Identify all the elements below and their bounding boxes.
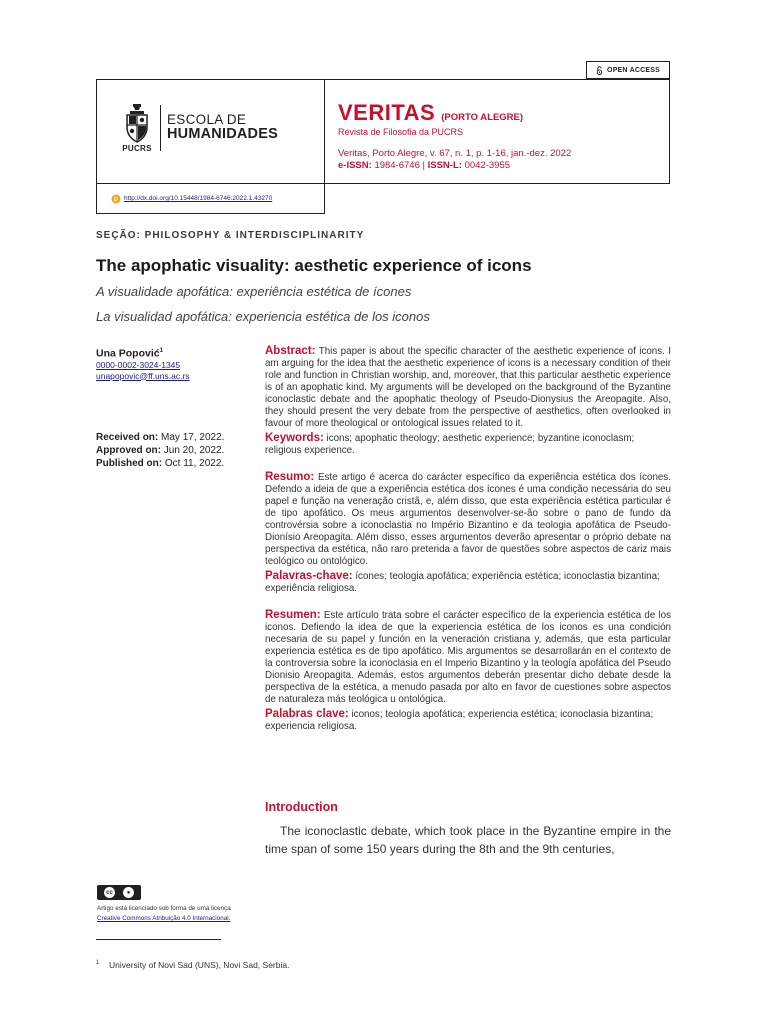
received-label: Received on: (96, 432, 159, 443)
eissn-value: 1984-6746 (374, 160, 420, 171)
journal-info (338, 100, 571, 171)
introduction-paragraph: The iconoclastic debate, which took place in the Byzantine empire in the time span of some 150 years during the 8th and the 9th centuries, (265, 824, 671, 856)
author-footnote-mark: 1 (159, 348, 163, 354)
eissn-label: e-ISSN: (338, 160, 372, 171)
palabras-clave-label: Palabras clave: (265, 708, 349, 720)
abstracts-column (265, 345, 671, 733)
keywords-es (265, 708, 671, 733)
keywords-text: icons; apophatic theology; aesthetic experience; byzantine iconoclasm; religious experience. (265, 433, 635, 456)
keywords-en (265, 432, 671, 457)
journal-citation: Veritas, Porto Alegre, v. 67, n. 1, p. 1-16, jan.-dez. 2022 (338, 148, 572, 159)
author-name (96, 345, 190, 360)
journal-title (338, 100, 571, 126)
doi-box (96, 184, 325, 214)
abstract-label: Abstract: (265, 345, 316, 357)
published-date (96, 457, 224, 470)
palavras-chave-text: ícones; teologia apofática; experiência estética; iconoclastia bizantina; experiência religiosa. (265, 571, 660, 594)
abstract-en (265, 345, 671, 430)
keywords-pt (265, 570, 671, 595)
abstract-text: This paper is about the specific character of the aesthetic experience of icons. I am arguing for the idea that the aesthetic experience of icons is a necessary condition of their role and function in Christian worship, and, moreover, that this particular aesthetic experience is of an apophatic kind. My arguments will be developed on the background of the Byzantine iconoclastic debate and the apophatic theology of Pseudo-Dionysius the Areopagite. Also, they should present the very debate from the perspective of aesthetics, often overlooked in favour of more theological or ontological issues related to it. (265, 346, 672, 429)
footnote-number: 1 (96, 960, 100, 966)
doi-link[interactable]: http://dx.doi.org/10.15448/1984-6746.2022.1.43270 (124, 195, 273, 202)
keywords-label: Keywords: (265, 432, 324, 444)
journal-subtitle: Revista de Filosofia da PUCRS (338, 127, 464, 137)
received-date (96, 431, 224, 444)
issnl-label: ISSN-L: (427, 160, 462, 171)
published-label: Published on: (96, 458, 163, 469)
school-line2: HUMANIDADES (167, 126, 278, 143)
title-spanish: La visualidad apofática: experiencia estética de los iconos (96, 309, 430, 324)
doi-icon (111, 194, 121, 204)
resumo-label: Resumo: (265, 471, 315, 483)
introduction-heading: Introduction (265, 800, 338, 814)
palabras-clave-text: iconos; teología apofática; experiencia estética; iconoclasia bizantina; experiencia religiosa. (265, 709, 654, 732)
received-value: May 17, 2022. (161, 432, 225, 443)
footnote-text: University of Novi Sad (UNS), Novi Sad, Serbia. (109, 960, 290, 970)
footnote-rule (96, 939, 221, 940)
author-name-text: Una Popović (96, 347, 160, 360)
resumo-text: Este artigo é acerca do carácter específico da experiência estética dos ícones. Defendo a ideia de que a experiência estética dos ícones é uma condição necessária do seu papel e função na veneração cristã, e, além disso, que esta experiência estética particular é de tipo apofático. Os meus argumentos desenvolver-se-ão sobre o pano de fundo da controvérsia sobre a iconoclastia no Império Bizantino e da teologia apofática de Pseudo-Dionísio Areopagita. Além disso, esses argumentos deverão apresentar o próprio debate na perspectiva da estética, não raro preterida a favor de questões sobre aspectos de cariz mais teológico ou ontológico. (265, 472, 671, 567)
author-block (96, 345, 190, 382)
logo-divider (160, 105, 161, 151)
school-logo (118, 103, 278, 153)
header-divider (324, 79, 325, 184)
resumen-label: Resumen: (265, 609, 321, 621)
section-label: SEÇÃO: PHILOSOPHY & INTERDISCIPLINARITY (96, 230, 365, 241)
open-access-badge (586, 61, 670, 79)
published-value: Oct 11, 2022. (164, 458, 225, 469)
crest-label: PUCRS (122, 144, 152, 153)
journal-name: VERITAS (338, 100, 436, 125)
svg-text:D: D (114, 196, 118, 203)
approved-date (96, 444, 224, 457)
footnote (96, 960, 289, 970)
license-text (97, 904, 231, 924)
approved-value: Jun 20, 2022. (163, 445, 225, 456)
crest-icon (122, 103, 152, 143)
abstract-es (265, 609, 671, 706)
cc-license-badge[interactable] (97, 885, 141, 900)
dates-block (96, 431, 224, 470)
palavras-chave-label: Palavras-chave: (265, 570, 353, 582)
approved-label: Approved on: (96, 445, 161, 456)
abstract-pt (265, 471, 671, 568)
title-portuguese: A visualidade apofática: experiência estética de ícones (96, 284, 412, 299)
license-link[interactable]: Creative Commons Atribuição 4.0 Internacional. (97, 915, 231, 922)
open-lock-icon (596, 66, 603, 75)
email-link[interactable]: unapopovic@ff.uns.ac.rs (96, 370, 190, 381)
license-line: Artigo está licenciado sob forma de uma licença (97, 905, 231, 912)
resumen-text: Este artículo trata sobre el carácter específico de la experiencia estética de los iconos. Defiendo la idea de que la experiencia estética de los iconos es una condición necesaria de su papel y función en la veneración cristiana y, además, que esta particular experiencia estética es de tipo apofático. Mis argumentos se desarrollarán en el contexto de la controversia sobre la iconoclasia en el Imperio Bizantino y la teología apofática del Pseudo Dionisio Areopagita. Además, estos argumentos deberán presentar dicho debate desde la perspectiva de la estética, a menudo pasada por alto en favor de cuestiones sobre aspectos de naturaleza más teológica u ontológica. (265, 610, 671, 705)
attribution-icon: ● (123, 887, 134, 898)
issnl-value: 0042-3955 (464, 160, 511, 171)
article-title: The apophatic visuality: aesthetic experience of icons (96, 256, 532, 275)
orcid-link[interactable]: 0000-0002-3024-1345 (96, 359, 181, 370)
journal-city: (PORTO ALEGRE) (441, 112, 524, 123)
cc-icon: cc (104, 887, 115, 898)
pucrs-crest (118, 103, 156, 153)
journal-issn: e-ISSN: 1984-6746 | ISSN-L: 0042-3955 (338, 160, 511, 171)
open-access-label: OPEN ACCESS (607, 66, 660, 74)
school-name (167, 113, 278, 142)
school-line1: ESCOLA DE (167, 112, 247, 128)
